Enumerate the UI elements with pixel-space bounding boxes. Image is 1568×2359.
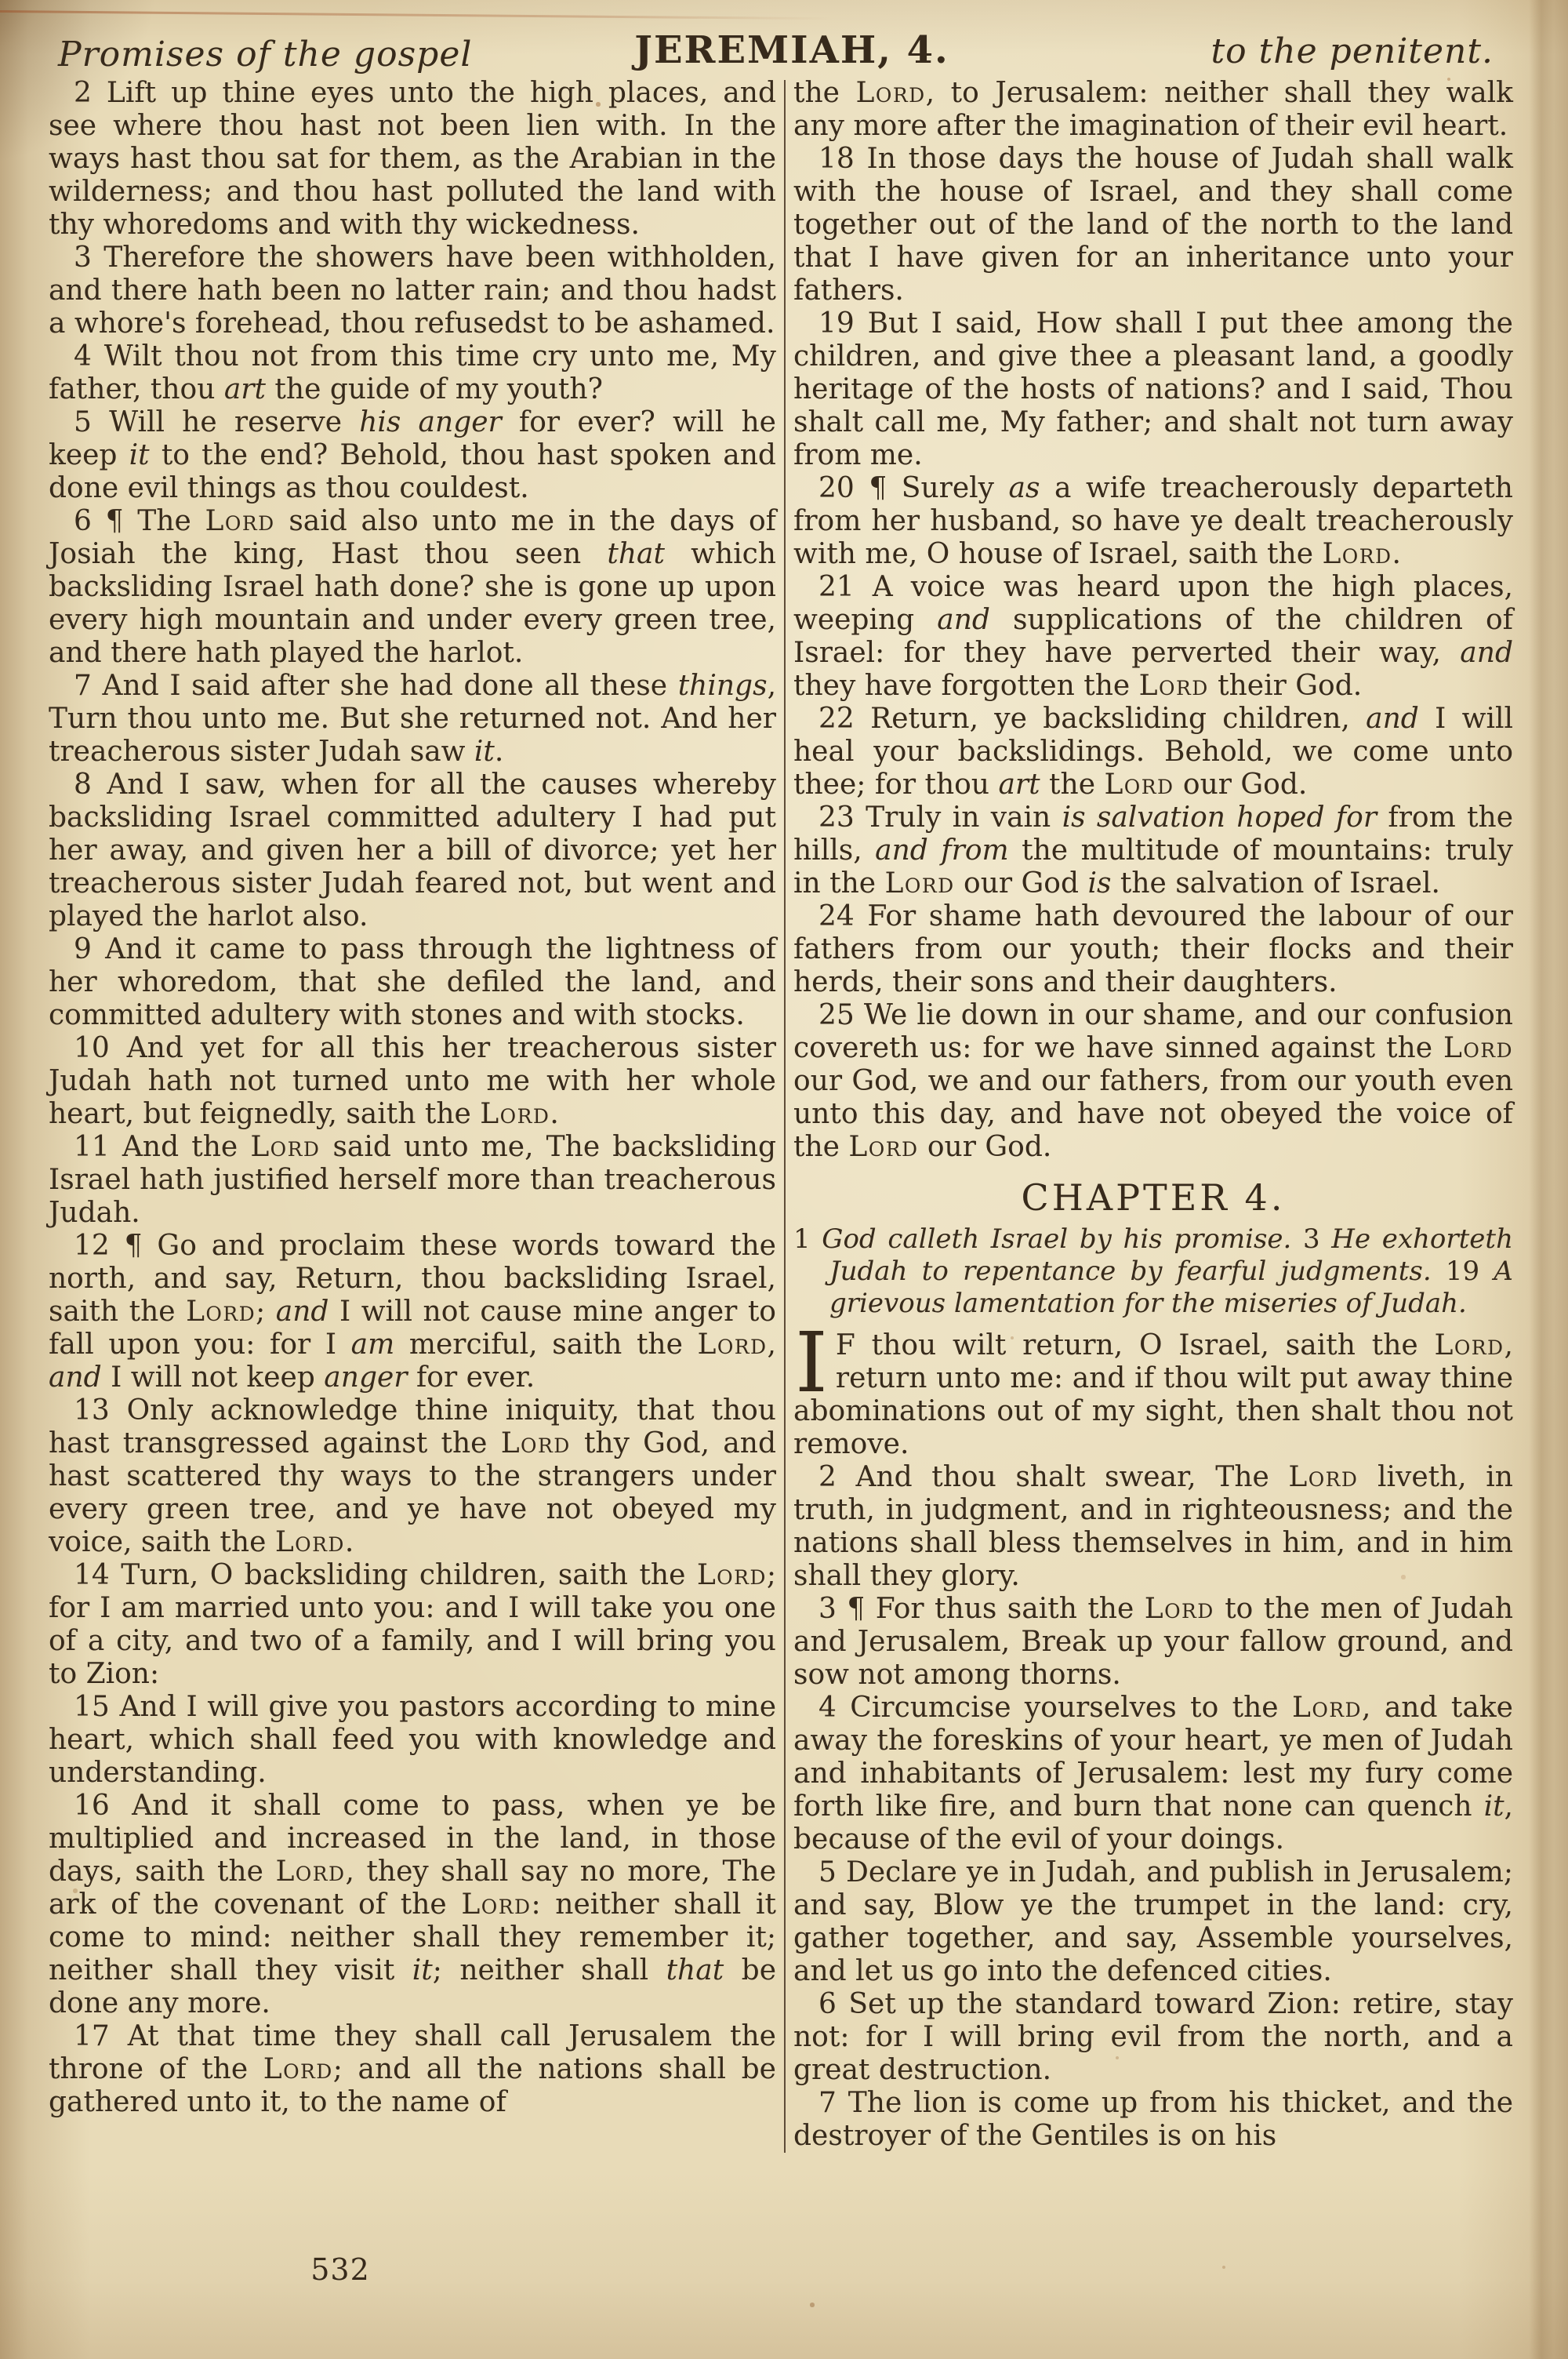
verse-number: 20 [818,472,855,504]
small-caps-lord: Lord [696,1559,767,1591]
small-caps-lord: Lord [855,77,926,109]
verse-number: 16 [74,1790,110,1822]
verse-number: 4 [74,340,92,373]
verse-number: 11 [74,1131,110,1163]
small-caps-lord: Lord [186,1296,256,1328]
small-caps-lord: Lord [1288,1461,1359,1493]
drop-cap: I [795,1314,828,1411]
small-caps-lord: Lord [1443,1032,1513,1064]
verse-5: 5 Will he reserve his anger for ever? will he keep it to the end? Behold, thou hast spoken and done evil things as thou couldest. [49,406,776,504]
verse-12: 12 ¶ Go and proclaim these words toward the north, and say, Return, thou backsliding Israel, saith the Lord; and I will not cause mine anger to fall upon you: for I am merciful, saith the Lord, and I will not keep anger for ever. [49,1230,776,1394]
column-rule [784,80,786,2153]
verse-number: 14 [74,1559,110,1591]
verse-19: 19 But I said, How shall I put thee among the children, and give thee a pleasant land, a goodly heritage of the hosts of nations? and I said, Thou shalt call me, My father; and shalt not turn away from me. [793,307,1513,471]
chapter-summary: 1 God calleth Israel by his promise. 3 He exhorteth Judah to repentance by fearful judgments. 19 A grievous lamentation for the miseries of Judah. [793,1223,1513,1319]
small-caps-lord: Lord [1434,1329,1504,1361]
verse-number: 25 [818,999,855,1031]
verse-17: 17 At that time they shall call Jerusalem the throne of the Lord; and all the nations shall be gathered unto it, to the name of [49,2020,776,2118]
verse-number: 15 [74,1691,110,1723]
verse-number: 17 [74,2020,110,2052]
verse-24: 24 For shame hath devoured the labour of our fathers from our youth; their flocks and their herds, their sons and their daughters. [793,900,1513,998]
verse-number: 21 [818,571,855,603]
verse-7: 7 The lion is come up from his thicket, and the destroyer of the Gentiles is on his [793,2087,1513,2152]
verse-number: 10 [74,1032,110,1064]
verse-1: I F thou wilt return, O Israel, saith the Lord, return unto me: and if thou wilt put away thine abominations out of my sight, then shalt thou not remove. [793,1314,1513,1460]
page-number: 532 [310,2252,370,2287]
paper-specks [0,0,2,2]
text-columns [49,77,1513,2153]
paper-stain-line [0,10,834,20]
small-caps-lord: Lord [480,1098,550,1130]
verse-5: 5 Declare ye in Judah, and publish in Jerusalem; and say, Blow ye the trumpet in the land: cry, gather together, and say, Assemble yourselves, and let us go into the defenced cities. [793,1856,1513,1987]
small-caps-lord: Lord [263,2053,333,2085]
verse-16: 16 And it shall come to pass, when ye be multiplied and increased in the land, in those days, saith the Lord, they shall say no more, The ark of the covenant of the Lord: neither shall it come to mind: neither shall they remember it; neither shall they visit it; neither shall that be done any more. [49,1790,777,2019]
small-caps-lord: Lord [461,1888,532,1921]
verse-number: 7 [74,670,92,702]
verse-number: 3 [74,242,92,274]
verse-13: 13 Only acknowledge thine iniquity, that thou hast transgressed against the Lord thy God, and hast scattered thy ways to the strangers under every green tree, and ye have not obeyed my voice, saith the Lord. [49,1394,776,1558]
right-column [793,77,1513,2153]
small-caps-lord: Lord [1104,769,1174,801]
verse-18: 18 In those days the house of Judah shall walk with the house of Israel, and they shall come together out of the land of the north to the land that I have given for an inheritance unto your fathers. [793,143,1513,307]
verse-8: 8 And I saw, when for all the causes whereby backsliding Israel committed adultery I had put her away, and given her a bill of divorce; yet her treacherous sister Judah feared not, but went and played the harlot also. [49,769,776,932]
verse-21: 21 A voice was heard upon the high places, weeping and supplications of the children of Israel: for they have perverted their way, and they have forgotten the Lord their God. [793,571,1513,702]
verse-number: 2 [74,77,92,109]
small-caps-lord: Lord [500,1427,571,1459]
verse-number: 24 [818,900,855,932]
verse-continuation: the Lord, to Jerusalem: neither shall they walk any more after the imagination of their evil heart. [793,77,1513,142]
small-caps-lord: Lord [1144,1593,1214,1625]
verse-11: 11 And the Lord said unto me, The backsliding Israel hath justified herself more than treacherous Judah. [49,1131,777,1229]
verse-number: 6 [818,1988,837,2020]
verse-2: 2 Lift up thine eyes unto the high places, and see where thou hast not been lien with. In the ways hast thou sat for them, as the Arabian in the wilderness; and thou hast polluted the land with thy whoredoms and with thy wickedness. [49,77,776,241]
verse-9: 9 And it came to pass through the lightness of her whoredom, that she defiled the land, and committed adultery with stones and with stocks. [49,933,776,1031]
verse-number: 3 [818,1593,837,1625]
verse-7: 7 And I said after she had done all these things, Turn thou unto me. But she returned not. And her treacherous sister Judah saw it. [49,670,777,768]
verse-number: 9 [74,933,92,965]
verse-number: 13 [74,1394,110,1427]
verse-number: 12 [74,1230,110,1262]
verse-number: 23 [818,801,855,834]
small-caps-lord: Lord [274,1526,345,1558]
small-caps-lord: Lord [1322,538,1392,570]
verse-number: 4 [818,1692,837,1724]
verse-6: 6 Set up the standard toward Zion: retire, stay not: for I will bring evil from the north, and a great destruction. [793,1988,1513,2086]
verse-10: 10 And yet for all this her treacherous sister Judah hath not turned unto me with her whole heart, but feignedly, saith the Lord. [49,1032,776,1130]
small-caps-lord: Lord [275,1856,346,1888]
verse-3: 3 ¶ For thus saith the Lord to the men of Judah and Jerusalem, Break up your fallow ground, and sow not among thorns. [793,1593,1514,1691]
verse-number: 2 [818,1461,837,1493]
small-caps-lord: Lord [205,505,275,537]
verse-6: 6 ¶ The Lord said also unto me in the days of Josiah the king, Hast thou seen that which backsliding Israel hath done? she is gone up upon every high mountain and under every green tree, and there hath played the harlot. [49,505,777,669]
verse-22: 22 Return, ye backsliding children, and I will heal your backslidings. Behold, we come unto thee; for thou art the Lord our God. [793,703,1513,801]
verse-number: 5 [818,1856,837,1888]
verse-2: 2 And thou shalt swear, The Lord liveth, in truth, in judgment, and in righteousness; and the nations shall bless themselves in him, and in him shall they glory. [793,1461,1513,1592]
small-caps-lord: Lord [848,1131,919,1163]
running-head-left: Promises of the gospel [58,35,473,75]
small-caps-lord: Lord [250,1131,321,1163]
small-caps-lord: Lord [697,1329,768,1361]
small-caps-lord: Lord [1291,1692,1363,1724]
verse-number: 19 [818,307,855,340]
verse-number: 7 [818,2087,837,2119]
chapter-heading: CHAPTER 4. [1021,1176,1286,1219]
verse-number: 18 [818,143,855,175]
verse-4: 4 Circumcise yourselves to the Lord, and take away the foreskins of your heart, ye men of Judah and inhabitants of Jerusalem: lest my fury come forth like fire, and burn that none can quench it, because of the evil of your doings. [793,1692,1513,1856]
verse-23: 23 Truly in vain is salvation hoped for from the hills, and from the multitude of mountains: truly in the Lord our God is the salvation of Israel. [793,801,1514,900]
verse-3: 3 Therefore the showers have been withholden, and there hath been no latter rain; and thou hadst a whore's forehead, thou refusedst to be ashamed. [49,242,776,340]
verse-14: 14 Turn, O backsliding children, saith the Lord; for I am married unto you: and I will take you one of a city, and two of a family, and I will bring you to Zion: [49,1559,776,1690]
verse-15: 15 And I will give you pastors according to mine heart, which shall feed you with knowledge and understanding. [49,1691,776,1789]
running-head-right: to the penitent. [1210,31,1494,71]
verse-number: 6 [74,505,92,537]
verse-number: 8 [74,769,92,801]
verse-number: 5 [74,406,92,438]
verse-20: 20 ¶ Surely as a wife treacherously departeth from her husband, so have ye dealt treacherously with me, O house of Israel, saith the Lord. [793,472,1513,570]
left-column [49,77,776,2153]
small-caps-lord: Lord [1138,670,1209,702]
verse-number: 22 [818,703,855,735]
small-caps-lord: Lord [884,867,955,900]
verse-25: 25 We lie down in our shame, and our confusion covereth us: for we have sinned against the Lord our God, we and our fathers, from our youth even unto this day, and have not obeyed the voice of the Lord our God. [793,999,1513,1163]
page-title: JEREMIAH, 4. [634,28,949,72]
verse-4: 4 Wilt thou not from this time cry unto me, My father, thou art the guide of my youth? [49,340,777,405]
